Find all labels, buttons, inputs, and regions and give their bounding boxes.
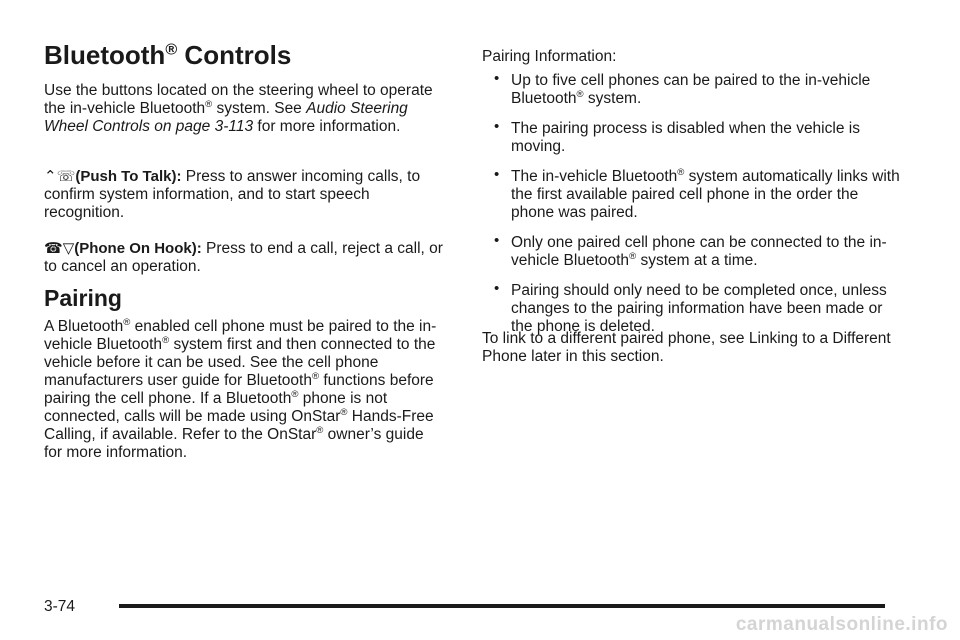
pairing-info-heading: Pairing Information: (482, 48, 617, 65)
pairing-info-list (482, 72, 902, 348)
control-phone-on-hook: ☎▽(Phone On Hook): Press to end a call, reject a call, or to cancel an operation. (44, 240, 443, 275)
bullet-icon: • (494, 118, 500, 135)
page-title: Bluetooth® Controls (44, 40, 292, 70)
pairing-paragraph: A Bluetooth® enabled cell phone must be paired to the in-vehicle Bluetooth® system first and then connected to the vehicle before it can be used. See the cell phone manufacturers user guide for Bluetooth® functions before pairing the cell phone. If a Bluetooth® phone is not connected, calls will be made using OnStar® Hands-Free Calling, if available. Refer to the OnStar® owner’s guide for more information. (44, 316, 437, 461)
control-label: (Push To Talk): (75, 168, 182, 185)
list-item: • The pairing process is disabled when the vehicle is moving. (494, 118, 860, 155)
bullet-icon: • (494, 232, 500, 249)
steering-wheel-icon: ⌃ (44, 168, 57, 185)
list-item: • Pairing should only need to be completed once, unless changes to the pairing information have been made or the phone is deleted. (494, 280, 887, 335)
list-item: • Up to five cell phones can be paired to the in-vehicle Bluetooth® system. (494, 70, 871, 107)
watermark-text: carmanualsonline.info (735, 614, 948, 635)
bullet-icon: • (494, 280, 500, 297)
hang-up-icon: ▽ (62, 240, 75, 257)
control-label: (Phone On Hook): (74, 240, 202, 257)
phone-icon: ☎ (44, 240, 63, 257)
closing-paragraph: To link to a different paired phone, see Linking to a Different Phone later in this section. (482, 330, 891, 365)
footer-divider (119, 604, 885, 608)
bullet-icon: • (494, 70, 500, 87)
list-item: • Only one paired cell phone can be connected to the in-vehicle Bluetooth® system at a time. (494, 232, 887, 269)
push-to-talk-icon: ☏ (56, 168, 76, 185)
list-item: • The in-vehicle Bluetooth® system automatically links with the first available paired cell phone in the order the phone was paired. (494, 166, 900, 221)
intro-paragraph: Use the buttons located on the steering wheel to operate the in-vehicle Bluetooth® system. See Audio Steering Wheel Controls on page 3-113 for more information. (44, 82, 433, 135)
page-number: 3-74 (44, 598, 76, 615)
bullet-icon: • (494, 166, 500, 183)
cross-reference-link[interactable]: Audio Steering Wheel Controls on page 3-113 (44, 100, 408, 135)
section-heading-pairing: Pairing (44, 285, 122, 311)
control-push-to-talk: ⌃☏(Push To Talk): Press to answer incoming calls, to confirm system information, and to start speech recognition. (44, 168, 421, 221)
